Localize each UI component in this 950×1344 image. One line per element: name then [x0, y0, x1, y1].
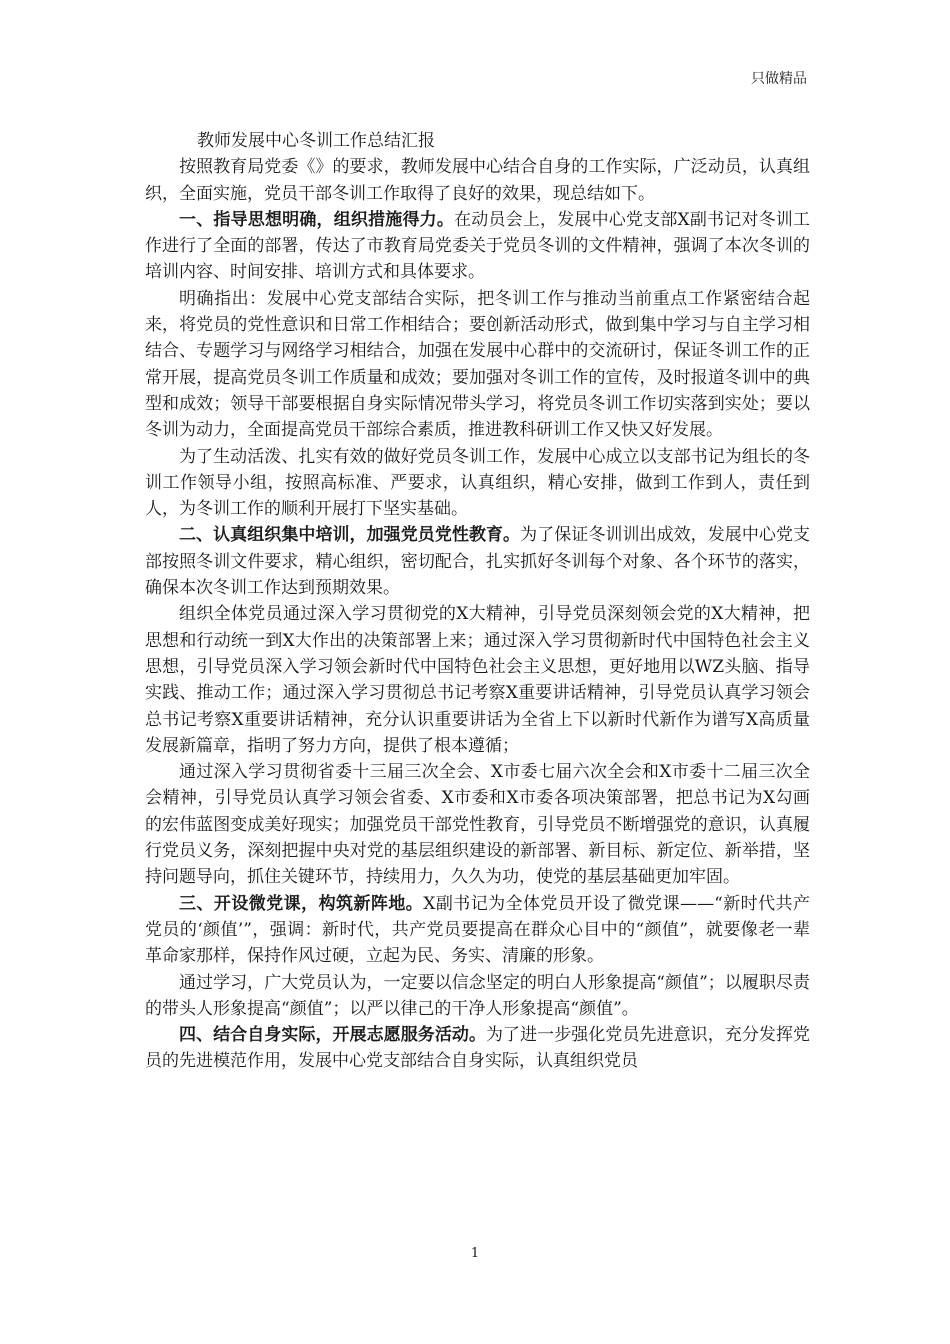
section-heading: 四、结合自身实际，开展志愿服务活动。	[179, 1025, 486, 1046]
paragraph-text: 在动员会上，发展中心党支部X副书记对冬训工作进行了全面的部署，传达了市教育局党委关于党员冬训的文件精神，强调了本次冬训的培训内容、时间安排、培训方式和具体要求。	[145, 209, 810, 283]
paragraph-text: 按照教育局党委《》的要求，教师发展中心结合自身的工作实际，广泛动员，认真组织，全面实施，党员干部冬训工作取得了良好的效果，现总结如下。	[145, 157, 810, 204]
paragraph	[145, 601, 810, 759]
document-body	[145, 128, 810, 1075]
paragraph-text: 为了保证冬训训出成效，发展中心党支部按照冬训文件要求，精心组织，密切配合，扎实抓好冬训每个对象、各个环节的落实，确保本次冬训工作达到预期效果。	[145, 525, 811, 599]
header-tag: 只做精品	[751, 71, 807, 87]
paragraph-text: 通过深入学习贯彻省委十三届三次全会、X市委七届六次全会和X市委十二届三次全会精神，引导党员认真学习领会省委、X市委和X市委各项决策部署，把总书记为X勾画的宏伟蓝图变成美好现实；加强党员干部党性教育，引导党员不断增强党的意识，认真履行党员义务，深刻把握中央对党的基层组织建设的新部署、新目标、新定位、新举措，坚持问题导向，抓住关键环节，持续用力，久久为功，使党的基层基础更加牢固。	[145, 762, 810, 888]
paragraph-intro	[145, 154, 810, 207]
paragraph	[145, 444, 810, 523]
section-heading: 三、开设微党课，构筑新阵地。	[179, 893, 424, 914]
section-4-paragraph	[145, 1022, 810, 1075]
paragraph-text: 明确指出：发展中心党支部结合实际，把冬训工作与推动当前重点工作紧密结合起来，将党员的党性意识和日常工作相结合；要创新活动形式，做到集中学习与自主学习相结合、专题学习与网络学习相结合，加强在发展中心群中的交流研讨，保证冬训工作的正常开展，提高党员冬训工作质量和成效；要加强对冬训工作的宣传，及时报道冬训中的典型和成效；领导干部要根据自身实际情况带头学习，将党员冬训工作切实落到实处；要以冬训为动力，全面提高党员干部综合素质，推进教科研训工作又快又好发展。	[145, 288, 810, 441]
paragraph	[145, 759, 810, 890]
section-heading: 二、认真组织集中培训，加强党员党性教育。	[179, 525, 521, 546]
paragraph-text: 组织全体党员通过深入学习贯彻党的X大精神，引导党员深刻领会党的X大精神，把思想和行动统一到X大作出的决策部署上来；通过深入学习贯彻新时代中国特色社会主义思想，引导党员深入学习领会新时代中国特色社会主义思想，更好地用以WZ头脑、指导实践、推动工作；通过深入学习贯彻总书记考察X重要讲话精神，引导党员认真学习领会总书记考察X重要讲话精神，充分认识重要讲话为全省上下以新时代新作为谱写X高质量发展新篇章，指明了努力方向，提供了根本遵循；	[145, 604, 810, 756]
section-1-paragraph	[145, 207, 810, 286]
page-number: 1	[470, 1246, 480, 1261]
paragraph-text: 为了生动活泼、扎实有效的做好党员冬训工作，发展中心成立以支部书记为组长的冬训工作领导小组，按照高标准、严要求，认真组织，精心安排，做到工作到人，责任到人，为冬训工作的顺利开展打下坚实基础。	[145, 446, 810, 520]
paragraph-text: 为了进一步强化党员先进意识，充分发挥党员的先进模范作用，发展中心党支部结合自身实际，认真组织党员	[145, 1025, 810, 1072]
paragraph	[145, 970, 810, 1023]
section-3-paragraph	[145, 891, 810, 970]
document-title: 教师发展中心冬训工作总结汇报	[197, 131, 435, 151]
section-heading: 一、指导思想明确，组织措施得力。	[179, 209, 455, 230]
paragraph-text: 通过学习，广大党员认为，一定要以信念坚定的明白人形象提高“颜值”；以履职尽责的带头人形象提高“颜值”；以严以律己的干净人形象提高“颜值”。	[145, 972, 810, 1019]
paragraph	[145, 286, 810, 444]
paragraph-text: X副书记为全体党员开设了微党课——“新时代共产党员的‘颜值’”，强调：新时代，共产党员要提高在群众心目中的“颜值”，就要像老一辈革命家那样，保持作风过硬，立起为民、务实、清廉的形象。	[145, 893, 811, 967]
section-2-paragraph	[145, 522, 810, 601]
